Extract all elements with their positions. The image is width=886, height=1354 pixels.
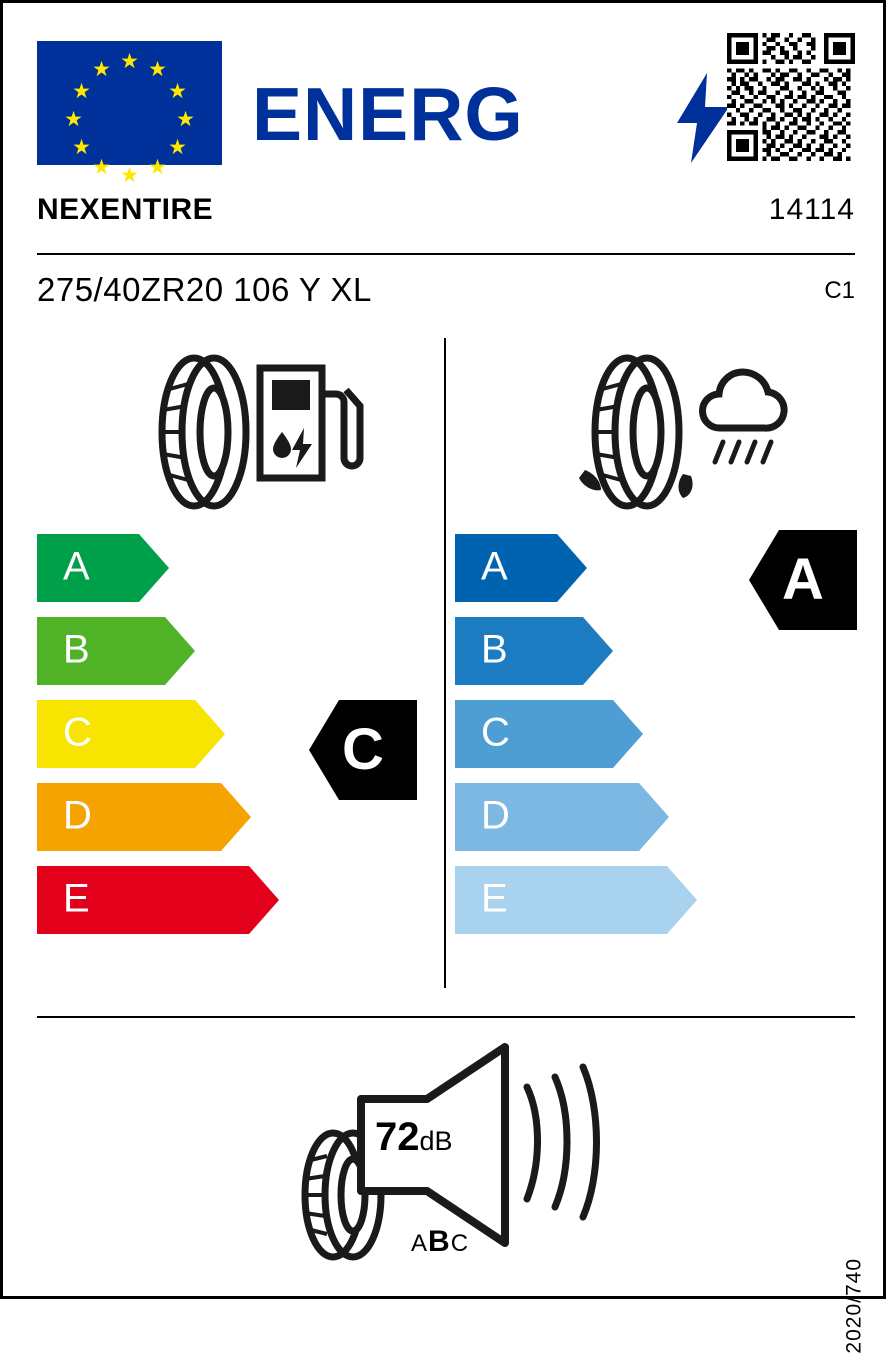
wet-grip-panel bbox=[455, 338, 855, 998]
tyre-size: 275/40ZR20 106 Y XL bbox=[37, 271, 372, 308]
fuel-grade-marker bbox=[309, 700, 417, 800]
noise-unit: dB bbox=[419, 1126, 453, 1156]
tyre-class-code: C1 bbox=[824, 277, 855, 304]
tyre-size-row bbox=[37, 271, 855, 319]
fuel-scale-bar bbox=[37, 700, 279, 768]
wet-scale-letter: C bbox=[481, 710, 510, 755]
fuel-scale-letter: E bbox=[63, 876, 90, 921]
wet-scale-letter: A bbox=[481, 544, 508, 589]
divider-bottom bbox=[37, 1016, 855, 1018]
qr-code-icon bbox=[727, 33, 855, 161]
wet-grip-scale bbox=[455, 534, 697, 949]
wet-scale-bar bbox=[455, 700, 697, 768]
brand-name: NEXENTIRE bbox=[37, 193, 214, 226]
model-code: 14114 bbox=[768, 193, 855, 226]
noise-class-b: B bbox=[428, 1225, 451, 1258]
fuel-scale-bar bbox=[37, 534, 279, 602]
fuel-scale-letter: A bbox=[63, 544, 90, 589]
wet-scale-bar bbox=[455, 866, 697, 934]
fuel-scale-letter: C bbox=[63, 710, 92, 755]
fuel-scale-letter: D bbox=[63, 793, 92, 838]
energy-wordmark: ENERG bbox=[252, 72, 524, 156]
noise-panel bbox=[283, 1043, 613, 1273]
fuel-efficiency-panel bbox=[37, 338, 437, 998]
fuel-pump-tyre-icon bbox=[132, 350, 362, 515]
wet-scale-bar bbox=[455, 783, 697, 851]
regulation-reference: 2020/740 bbox=[843, 1258, 866, 1354]
rain-cloud-tyre-icon bbox=[555, 350, 795, 515]
wet-scale-bar bbox=[455, 534, 697, 602]
lightning-bolt-icon bbox=[677, 73, 729, 163]
brand-row bbox=[37, 193, 855, 249]
wet-scale-bar bbox=[455, 617, 697, 685]
fuel-scale-bar bbox=[37, 866, 279, 934]
noise-value-group bbox=[375, 1115, 453, 1160]
fuel-scale-letter: B bbox=[63, 627, 90, 672]
wet-scale-letter: E bbox=[481, 876, 508, 921]
wet-grade-letter: A bbox=[782, 547, 824, 612]
noise-value: 72 bbox=[375, 1115, 420, 1159]
noise-class-c: C bbox=[450, 1230, 470, 1257]
wet-scale-letter: D bbox=[481, 793, 510, 838]
fuel-scale-bar bbox=[37, 617, 279, 685]
wet-scale-letter: B bbox=[481, 627, 508, 672]
fuel-grade-scale bbox=[37, 534, 279, 949]
eu-flag-icon: ★ ★ ★ ★ ★ ★ ★ ★ ★ ★ ★ ★ bbox=[37, 41, 222, 165]
fuel-scale-bar bbox=[37, 783, 279, 851]
noise-class-a: A bbox=[411, 1230, 429, 1257]
wet-grade-marker bbox=[749, 530, 857, 630]
noise-class-scale bbox=[411, 1225, 469, 1259]
fuel-grade-letter: C bbox=[342, 717, 384, 782]
label-header bbox=[37, 33, 855, 187]
divider-vertical bbox=[444, 338, 446, 988]
divider-top bbox=[37, 253, 855, 255]
